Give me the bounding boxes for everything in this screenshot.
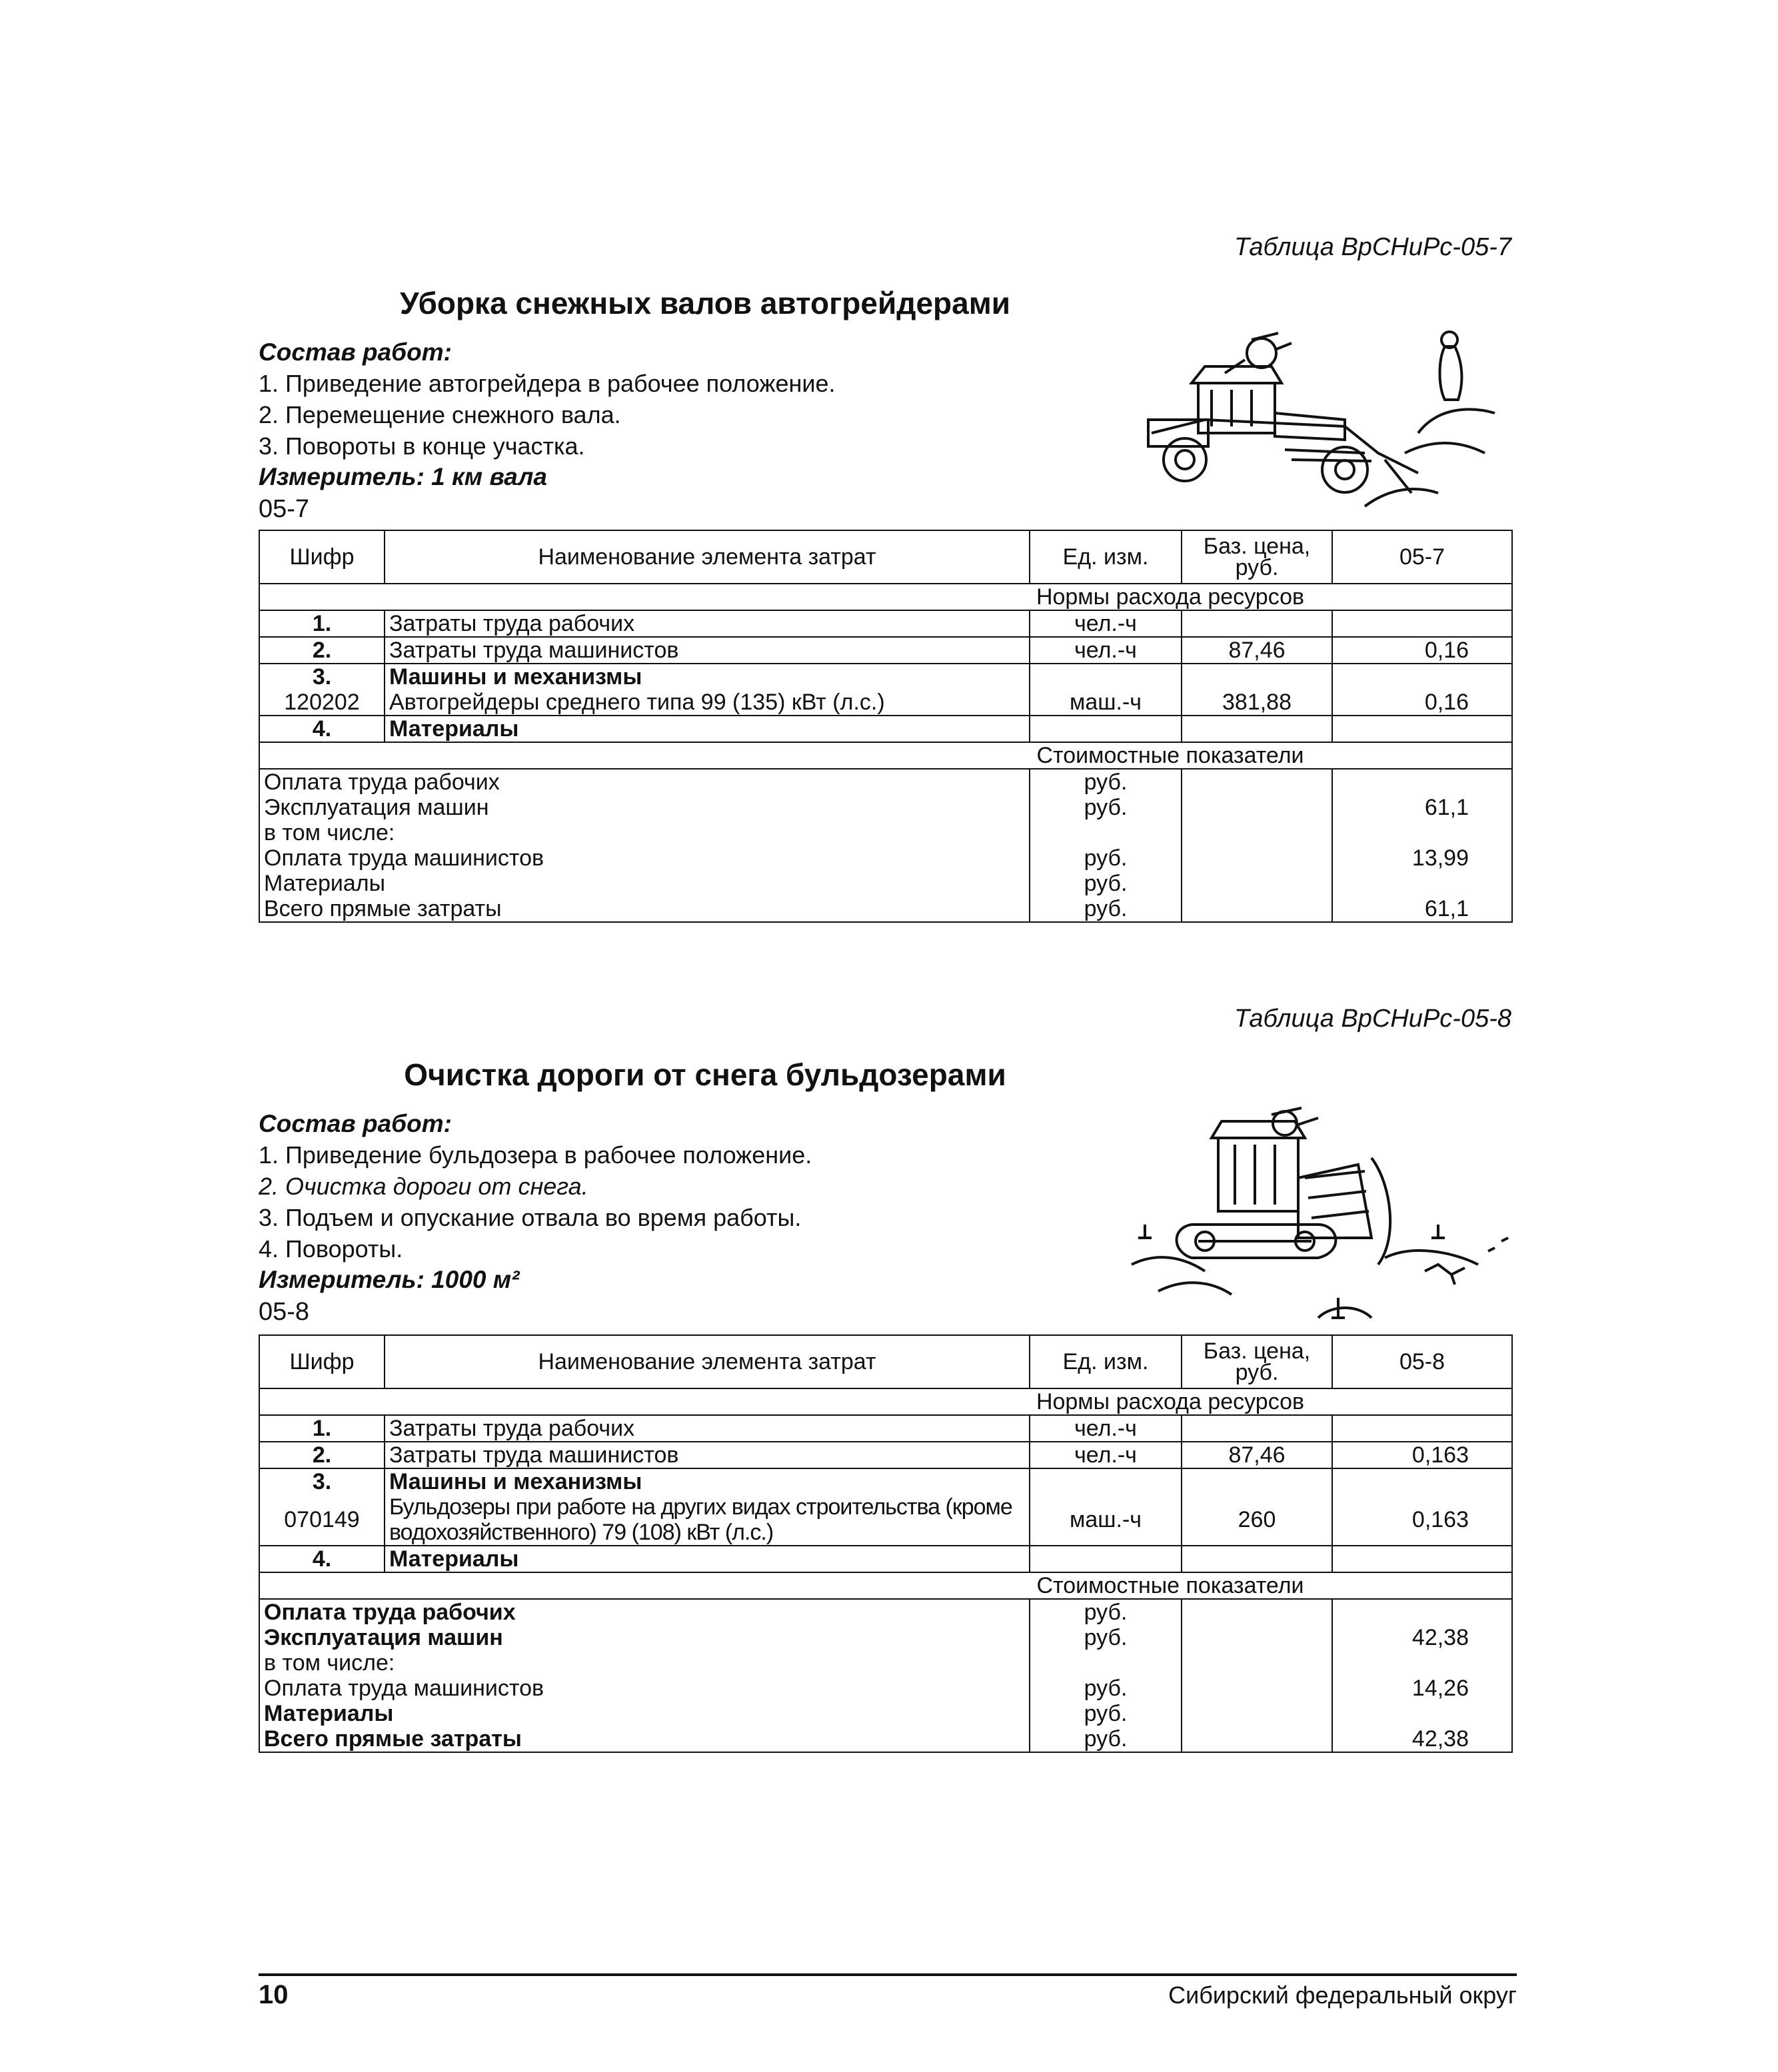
cost-name: Материалы — [259, 1701, 1030, 1726]
cost-name: Оплата труда рабочих — [259, 1599, 1030, 1625]
header-name: Наименование элемента затрат — [385, 530, 1030, 584]
grader-illustration — [1125, 320, 1498, 520]
row-unit — [1030, 1546, 1182, 1572]
header-code: 05-7 — [1332, 530, 1512, 584]
cost-empty — [1182, 845, 1332, 871]
cost-empty — [1182, 795, 1332, 820]
cost-row — [259, 896, 1512, 922]
cost-row — [259, 871, 1512, 896]
norms-label: Нормы расхода ресурсов — [259, 584, 1512, 610]
row-unit — [1030, 664, 1182, 690]
cost-name: Эксплуатация машин — [259, 1625, 1030, 1650]
header-price: Баз. цена, руб. — [1182, 530, 1332, 584]
meter-label: Измеритель: 1000 м² — [259, 1266, 520, 1293]
meter-label: Измеритель: 1 км вала — [259, 463, 547, 490]
row-unit: чел.-ч — [1030, 637, 1182, 664]
row-shifr: 2. — [259, 1442, 385, 1468]
cost-subheader-row — [259, 742, 1512, 769]
row-shifr: 070149 — [259, 1494, 385, 1546]
header-code: 05-8 — [1332, 1335, 1512, 1388]
row-name: Затраты труда машинистов — [385, 1442, 1030, 1468]
norms-label: Нормы расхода ресурсов — [259, 1388, 1512, 1415]
cost-empty — [1182, 1676, 1332, 1701]
row-norm: 0,16 — [1332, 690, 1512, 716]
cost-value — [1332, 1701, 1512, 1726]
cost-unit: руб. — [1030, 1676, 1182, 1701]
cost-row — [259, 1625, 1512, 1650]
cost-row — [259, 795, 1512, 820]
row-price — [1182, 1468, 1332, 1494]
cost-unit — [1030, 1650, 1182, 1676]
row-norm: 0,163 — [1332, 1494, 1512, 1546]
cost-unit: руб. — [1030, 769, 1182, 795]
row-price: 381,88 — [1182, 690, 1332, 716]
cost-value: 13,99 — [1332, 845, 1512, 871]
cost-name: Оплата труда машинистов — [259, 1676, 1030, 1701]
cost-value: 42,38 — [1332, 1726, 1512, 1752]
cost-name: в том числе: — [259, 820, 1030, 845]
cost-unit: руб. — [1030, 795, 1182, 820]
work-step: 1. Приведение бульдозера в рабочее положение. — [259, 1141, 812, 1169]
cost-empty — [1182, 1599, 1332, 1625]
sostav-label: Состав работ: — [259, 338, 452, 366]
section-05-7 — [259, 227, 1511, 933]
row-name: Бульдозеры при работе на других видах строительства (кроме водохозяйственного) 79 (108) кВт (л.с.) — [385, 1494, 1030, 1546]
header-unit: Ед. изм. — [1030, 530, 1182, 584]
row-name: Автогрейдеры среднего типа 99 (135) кВт (л.с.) — [385, 690, 1030, 716]
row-norm — [1332, 610, 1512, 637]
cost-value: 42,38 — [1332, 1625, 1512, 1650]
row-unit — [1030, 1468, 1182, 1494]
row-price — [1182, 610, 1332, 637]
table-header-row — [259, 1335, 1512, 1388]
row-norm: 0,163 — [1332, 1442, 1512, 1468]
section-code: 05-7 — [259, 495, 310, 523]
cost-empty — [1182, 1701, 1332, 1726]
cost-row — [259, 1650, 1512, 1676]
row-shifr: 4. — [259, 1546, 385, 1572]
cost-value — [1332, 820, 1512, 845]
section-code: 05-8 — [259, 1298, 310, 1326]
table-header-row — [259, 530, 1512, 584]
row-unit: чел.-ч — [1030, 610, 1182, 637]
row-norm — [1332, 664, 1512, 690]
cost-name: Оплата труда машинистов — [259, 845, 1030, 871]
header-price: Баз. цена, руб. — [1182, 1335, 1332, 1388]
work-step: 2. Очистка дороги от снега. — [259, 1173, 588, 1200]
cost-row — [259, 1676, 1512, 1701]
cost-unit: руб. — [1030, 1625, 1182, 1650]
cost-name: Всего прямые затраты — [259, 896, 1030, 922]
norms-subheader-row — [259, 584, 1512, 610]
row-price — [1182, 1546, 1332, 1572]
work-step: 4. Повороты. — [259, 1235, 403, 1263]
row-shifr: 1. — [259, 1415, 385, 1442]
table-row — [259, 1494, 1512, 1546]
table-ref: Таблица ВрСНиРс-05-8 — [1234, 1005, 1511, 1033]
work-step: 1. Приведение автогрейдера в рабочее положение. — [259, 370, 836, 397]
cost-unit: руб. — [1030, 1701, 1182, 1726]
cost-value — [1332, 769, 1512, 795]
footer-region: Сибирский федеральный округ — [1168, 1981, 1517, 2009]
work-step: 2. Перемещение снежного вала. — [259, 401, 621, 428]
row-norm — [1332, 1546, 1512, 1572]
table-row — [259, 1468, 1512, 1494]
cost-name: Эксплуатация машин — [259, 795, 1030, 820]
cost-row — [259, 845, 1512, 871]
row-name: Машины и механизмы — [385, 1468, 1030, 1494]
row-name: Машины и механизмы — [385, 664, 1030, 690]
cost-row — [259, 1701, 1512, 1726]
row-unit: маш.-ч — [1030, 1494, 1182, 1546]
row-price — [1182, 664, 1332, 690]
table-row — [259, 1415, 1512, 1442]
cost-unit: руб. — [1030, 1599, 1182, 1625]
cost-row — [259, 1726, 1512, 1752]
cost-value — [1332, 1650, 1512, 1676]
norms-table — [259, 1334, 1513, 1753]
cost-unit: руб. — [1030, 871, 1182, 896]
row-name: Затраты труда рабочих — [385, 1415, 1030, 1442]
cost-unit: руб. — [1030, 845, 1182, 871]
table-row — [259, 716, 1512, 742]
header-unit: Ед. изм. — [1030, 1335, 1182, 1388]
cost-value — [1332, 1599, 1512, 1625]
cost-name: в том числе: — [259, 1650, 1030, 1676]
row-shifr: 2. — [259, 637, 385, 664]
row-norm — [1332, 1468, 1512, 1494]
row-shifr: 1. — [259, 610, 385, 637]
row-norm — [1332, 1415, 1512, 1442]
footer-rule — [259, 1973, 1517, 1976]
cost-value: 61,1 — [1332, 795, 1512, 820]
cost-empty — [1182, 769, 1332, 795]
cost-name: Всего прямые затраты — [259, 1726, 1030, 1752]
work-step: 3. Повороты в конце участка. — [259, 432, 585, 460]
norms-table — [259, 530, 1513, 923]
cost-name: Материалы — [259, 871, 1030, 896]
table-row — [259, 1442, 1512, 1468]
row-shifr: 4. — [259, 716, 385, 742]
row-name: Затраты труда рабочих — [385, 610, 1030, 637]
header-shifr: Шифр — [259, 1335, 385, 1388]
row-shifr: 120202 — [259, 690, 385, 716]
sostav-label: Состав работ: — [259, 1110, 452, 1137]
cost-unit: руб. — [1030, 1726, 1182, 1752]
row-unit: чел.-ч — [1030, 1442, 1182, 1468]
cost-value — [1332, 871, 1512, 896]
page-number: 10 — [259, 1980, 289, 2009]
cost-name: Оплата труда рабочих — [259, 769, 1030, 795]
section-title: Очистка дороги от снега бульдозерами — [404, 1057, 1006, 1092]
norms-subheader-row — [259, 1388, 1512, 1415]
section-title: Уборка снежных валов автогрейдерами — [399, 286, 1011, 320]
cost-label: Стоимостные показатели — [259, 1572, 1512, 1599]
row-price — [1182, 716, 1332, 742]
row-price: 260 — [1182, 1494, 1332, 1546]
table-row — [259, 690, 1512, 716]
table-row — [259, 637, 1512, 664]
row-name: Материалы — [385, 716, 1030, 742]
table-row — [259, 664, 1512, 690]
row-unit — [1030, 716, 1182, 742]
row-unit: маш.-ч — [1030, 690, 1182, 716]
cost-unit: руб. — [1030, 896, 1182, 922]
row-norm — [1332, 716, 1512, 742]
cost-empty — [1182, 1650, 1332, 1676]
work-step: 3. Подъем и опускание отвала во время работы. — [259, 1204, 802, 1231]
row-price: 87,46 — [1182, 637, 1332, 664]
row-shifr: 3. — [259, 664, 385, 690]
table-ref: Таблица ВрСНиРс-05-7 — [1234, 233, 1511, 261]
section-05-8 — [259, 998, 1511, 1784]
bulldozer-illustration — [1118, 1105, 1518, 1331]
cost-row — [259, 769, 1512, 795]
row-shifr: 3. — [259, 1468, 385, 1494]
row-norm: 0,16 — [1332, 637, 1512, 664]
header-shifr: Шифр — [259, 530, 385, 584]
row-unit: чел.-ч — [1030, 1415, 1182, 1442]
cost-empty — [1182, 1726, 1332, 1752]
row-name: Материалы — [385, 1546, 1030, 1572]
cost-empty — [1182, 1625, 1332, 1650]
header-name: Наименование элемента затрат — [385, 1335, 1030, 1388]
cost-subheader-row — [259, 1572, 1512, 1599]
cost-label: Стоимостные показатели — [259, 742, 1512, 769]
row-price: 87,46 — [1182, 1442, 1332, 1468]
cost-row — [259, 820, 1512, 845]
cost-empty — [1182, 896, 1332, 922]
cost-empty — [1182, 820, 1332, 845]
row-price — [1182, 1415, 1332, 1442]
cost-value: 61,1 — [1332, 896, 1512, 922]
cost-value: 14,26 — [1332, 1676, 1512, 1701]
cost-empty — [1182, 871, 1332, 896]
table-row — [259, 610, 1512, 637]
table-row — [259, 1546, 1512, 1572]
cost-unit — [1030, 820, 1182, 845]
row-name: Затраты труда машинистов — [385, 637, 1030, 664]
cost-row — [259, 1599, 1512, 1625]
